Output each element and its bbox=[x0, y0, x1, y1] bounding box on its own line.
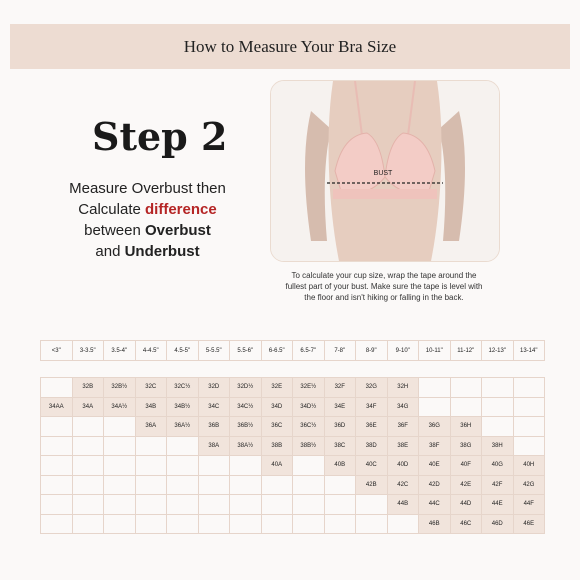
bra-size-table bbox=[40, 377, 545, 534]
size-cell: 32G bbox=[356, 378, 388, 398]
size-cell bbox=[261, 514, 293, 534]
table-row bbox=[41, 417, 545, 437]
header-cell: 6-6.5" bbox=[261, 341, 293, 361]
size-cell bbox=[167, 436, 199, 456]
size-cell bbox=[419, 378, 451, 398]
size-cell: 32C bbox=[135, 378, 167, 398]
size-cell: 38B½ bbox=[293, 436, 325, 456]
size-cell: 42G bbox=[513, 475, 545, 495]
size-cell: 46C bbox=[450, 514, 482, 534]
size-cell: 42C bbox=[387, 475, 419, 495]
size-cell: 36B bbox=[198, 417, 230, 437]
size-cell: 36B½ bbox=[230, 417, 262, 437]
size-cell: 32D½ bbox=[230, 378, 262, 398]
header-cell: 7-8" bbox=[324, 341, 356, 361]
size-cell: 42E bbox=[450, 475, 482, 495]
measurement-photo bbox=[270, 80, 500, 262]
header-cell: 6.5-7" bbox=[293, 341, 325, 361]
size-cell: 32B½ bbox=[104, 378, 136, 398]
header-cell: 8-9" bbox=[356, 341, 388, 361]
header-cell: 12-13" bbox=[482, 341, 514, 361]
size-cell: 34F bbox=[356, 397, 388, 417]
size-cell bbox=[104, 436, 136, 456]
size-cell: 38B bbox=[261, 436, 293, 456]
size-cell bbox=[167, 475, 199, 495]
size-cell: 42D bbox=[419, 475, 451, 495]
size-cell: 34A bbox=[72, 397, 104, 417]
step-line-2-text: Calculate bbox=[78, 201, 145, 218]
size-cell: 40G bbox=[482, 456, 514, 476]
size-cell bbox=[72, 417, 104, 437]
size-cell bbox=[261, 475, 293, 495]
bust-illustration bbox=[271, 81, 499, 261]
header-cell: 4.5-5" bbox=[167, 341, 199, 361]
size-cell bbox=[513, 436, 545, 456]
size-cell: 36C½ bbox=[293, 417, 325, 437]
size-cell: 34AA bbox=[41, 397, 73, 417]
size-cell bbox=[450, 397, 482, 417]
header-cell: 9-10" bbox=[387, 341, 419, 361]
size-cell bbox=[72, 475, 104, 495]
size-cell bbox=[230, 475, 262, 495]
underbust-bold: Underbust bbox=[124, 243, 200, 260]
size-cell bbox=[198, 514, 230, 534]
size-cell bbox=[41, 475, 73, 495]
size-cell: 36D bbox=[324, 417, 356, 437]
size-cell: 40B bbox=[324, 456, 356, 476]
table-row bbox=[41, 495, 545, 515]
size-cell: 34B bbox=[135, 397, 167, 417]
table-row bbox=[41, 475, 545, 495]
size-cell: 40H bbox=[513, 456, 545, 476]
size-cell bbox=[293, 456, 325, 476]
size-cell bbox=[41, 514, 73, 534]
size-cell bbox=[41, 417, 73, 437]
header-cell: 4-4.5" bbox=[135, 341, 167, 361]
size-cell: 42F bbox=[482, 475, 514, 495]
size-cell: 46E bbox=[513, 514, 545, 534]
size-cell bbox=[167, 514, 199, 534]
bust-label: BUST bbox=[373, 170, 393, 177]
page-title: How to Measure Your Bra Size bbox=[183, 36, 397, 56]
size-cell: 32E½ bbox=[293, 378, 325, 398]
size-cell bbox=[104, 495, 136, 515]
size-cell: 34G bbox=[387, 397, 419, 417]
size-cell bbox=[230, 456, 262, 476]
size-cell bbox=[419, 397, 451, 417]
size-cell bbox=[450, 378, 482, 398]
size-cell bbox=[135, 495, 167, 515]
table-row bbox=[41, 397, 545, 417]
size-cell bbox=[293, 514, 325, 534]
size-cell bbox=[72, 495, 104, 515]
table-row bbox=[41, 378, 545, 398]
size-cell bbox=[198, 495, 230, 515]
size-cell bbox=[293, 475, 325, 495]
header-cell: 3.5-4" bbox=[104, 341, 136, 361]
size-cell bbox=[513, 417, 545, 437]
size-cell: 38F bbox=[419, 436, 451, 456]
size-cell: 38G bbox=[450, 436, 482, 456]
size-cell bbox=[198, 456, 230, 476]
size-cell: 46B bbox=[419, 514, 451, 534]
difference-highlight: difference bbox=[145, 201, 217, 218]
size-cell: 38C bbox=[324, 436, 356, 456]
size-cell: 32C½ bbox=[167, 378, 199, 398]
size-cell: 36G bbox=[419, 417, 451, 437]
size-cell: 36A½ bbox=[167, 417, 199, 437]
overbust-bold: Overbust bbox=[145, 222, 211, 239]
size-cell bbox=[135, 456, 167, 476]
size-cell bbox=[513, 378, 545, 398]
size-cell: 36F bbox=[387, 417, 419, 437]
size-cell bbox=[324, 495, 356, 515]
size-cell bbox=[356, 495, 388, 515]
size-cell: 42B bbox=[356, 475, 388, 495]
title-banner bbox=[10, 24, 570, 69]
size-cell: 40D bbox=[387, 456, 419, 476]
size-cell bbox=[513, 397, 545, 417]
header-cell: 3-3.5" bbox=[72, 341, 104, 361]
step-title: Step 2 bbox=[92, 114, 228, 159]
size-cell: 40E bbox=[419, 456, 451, 476]
size-cell: 34E bbox=[324, 397, 356, 417]
size-cell: 36H bbox=[450, 417, 482, 437]
size-cell bbox=[41, 456, 73, 476]
size-cell: 34B½ bbox=[167, 397, 199, 417]
size-cell: 44D bbox=[450, 495, 482, 515]
size-cell bbox=[135, 436, 167, 456]
step-description bbox=[40, 178, 255, 262]
size-cell: 34D bbox=[261, 397, 293, 417]
size-cell: 38H bbox=[482, 436, 514, 456]
header-cell: 5.5-6" bbox=[230, 341, 262, 361]
size-cell bbox=[261, 495, 293, 515]
size-cell bbox=[41, 378, 73, 398]
header-cell: 11-12" bbox=[450, 341, 482, 361]
table-row bbox=[41, 514, 545, 534]
size-cell: 44F bbox=[513, 495, 545, 515]
size-table-body bbox=[41, 378, 545, 534]
size-cell: 36E bbox=[356, 417, 388, 437]
size-cell: 38D bbox=[356, 436, 388, 456]
size-cell: 44C bbox=[419, 495, 451, 515]
size-cell bbox=[230, 514, 262, 534]
size-cell: 38A bbox=[198, 436, 230, 456]
size-cell bbox=[41, 436, 73, 456]
size-cell: 44B bbox=[387, 495, 419, 515]
size-cell bbox=[167, 495, 199, 515]
size-cell: 32H bbox=[387, 378, 419, 398]
size-cell bbox=[230, 495, 262, 515]
size-cell: 36A bbox=[135, 417, 167, 437]
size-cell: 34C½ bbox=[230, 397, 262, 417]
size-cell bbox=[104, 514, 136, 534]
size-cell: 34C bbox=[198, 397, 230, 417]
size-cell: 36C bbox=[261, 417, 293, 437]
size-cell bbox=[482, 378, 514, 398]
size-cell: 38E bbox=[387, 436, 419, 456]
header-cell: 10-11" bbox=[419, 341, 451, 361]
size-cell bbox=[482, 397, 514, 417]
size-cell bbox=[482, 417, 514, 437]
size-cell bbox=[72, 456, 104, 476]
table-row bbox=[41, 456, 545, 476]
header-cell: 13-14" bbox=[513, 341, 545, 361]
header-row bbox=[41, 341, 545, 361]
measurement-caption: To calculate your cup size, wrap the tape around the fullest part of your bust. Make sure the tape is level with the floor and isn't hiking or falling in the back. bbox=[285, 271, 483, 302]
size-cell bbox=[356, 514, 388, 534]
size-cell bbox=[72, 514, 104, 534]
size-cell bbox=[387, 514, 419, 534]
size-cell bbox=[104, 475, 136, 495]
header-cell: 5-5.5" bbox=[198, 341, 230, 361]
cup-difference-header bbox=[40, 340, 545, 361]
step-line-3-text: between bbox=[84, 222, 146, 239]
size-cell bbox=[72, 436, 104, 456]
size-cell bbox=[198, 475, 230, 495]
size-cell bbox=[135, 514, 167, 534]
size-cell bbox=[104, 417, 136, 437]
step-line-3 bbox=[40, 220, 255, 241]
size-cell: 40A bbox=[261, 456, 293, 476]
size-cell: 38A½ bbox=[230, 436, 262, 456]
table-row bbox=[41, 436, 545, 456]
step-line-4-text: and bbox=[95, 243, 125, 260]
step-line-1: Measure Overbust then bbox=[69, 180, 226, 197]
size-cell bbox=[104, 456, 136, 476]
size-cell: 44E bbox=[482, 495, 514, 515]
size-cell bbox=[324, 475, 356, 495]
size-cell bbox=[324, 514, 356, 534]
size-cell bbox=[167, 456, 199, 476]
size-cell bbox=[293, 495, 325, 515]
size-cell: 32F bbox=[324, 378, 356, 398]
size-cell: 40F bbox=[450, 456, 482, 476]
step-line-2 bbox=[40, 199, 255, 220]
size-cell: 32D bbox=[198, 378, 230, 398]
size-cell bbox=[135, 475, 167, 495]
size-cell: 40C bbox=[356, 456, 388, 476]
size-cell bbox=[41, 495, 73, 515]
step-line-4 bbox=[40, 241, 255, 262]
header-cell: <3" bbox=[41, 341, 73, 361]
size-cell: 32B bbox=[72, 378, 104, 398]
size-cell: 32E bbox=[261, 378, 293, 398]
size-cell: 34A½ bbox=[104, 397, 136, 417]
size-cell: 46D bbox=[482, 514, 514, 534]
size-cell: 34D½ bbox=[293, 397, 325, 417]
